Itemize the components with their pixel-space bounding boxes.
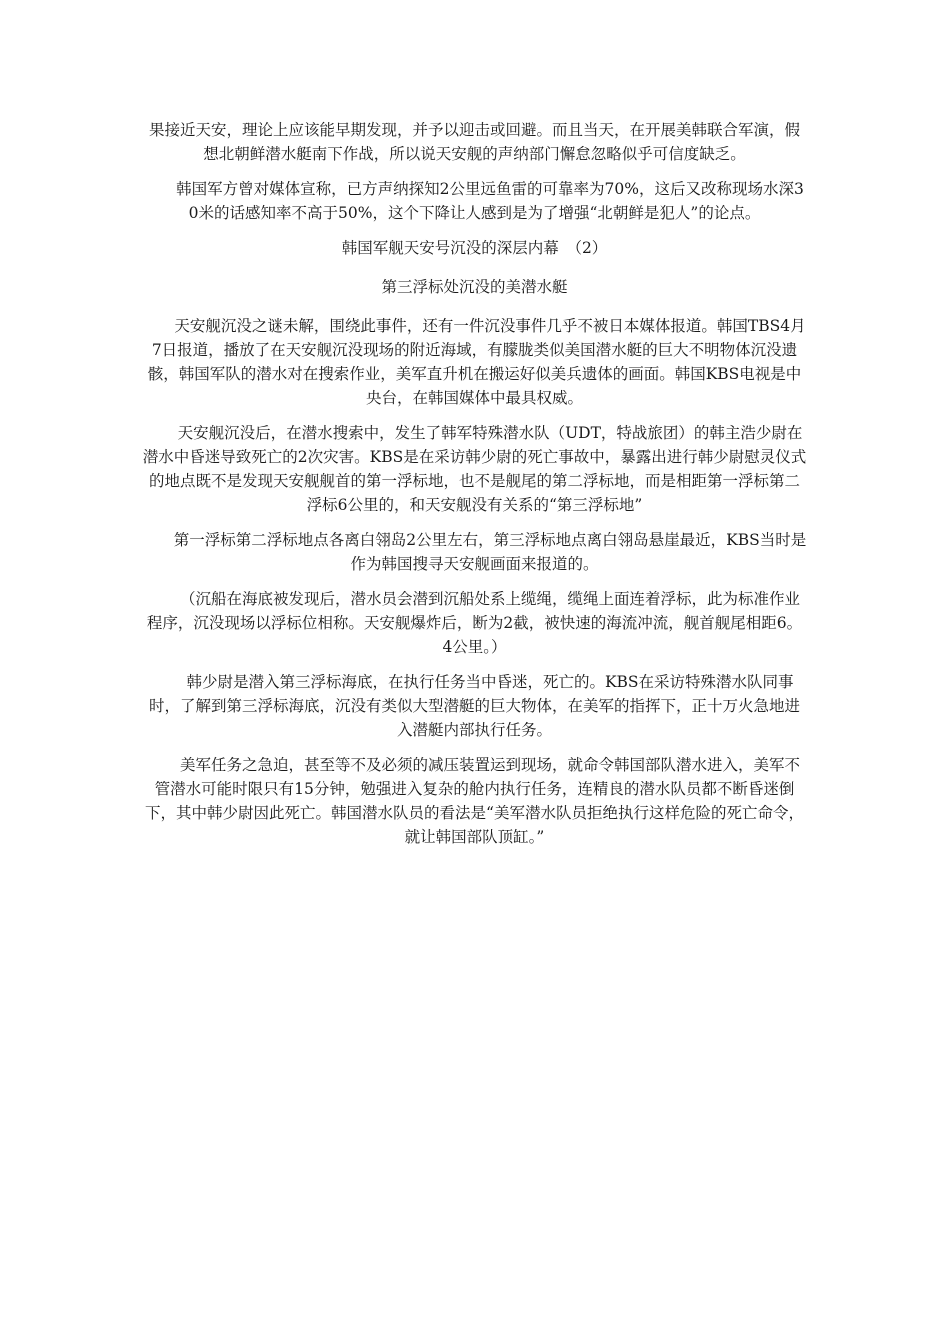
paragraph-buoy-explanation: （沉船在海底被发现后，潜水员会潜到沉船处系上缆绳，缆绳上面连着浮标，此为标准作业程序，沉没现场以浮标位相称。天安舰爆炸后，断为2截，被快速的海流冲流，舰首舰尾相距6。4公里。） <box>146 590 803 656</box>
paragraph-buoy-locations: 第一浮标第二浮标地点各离白翎岛2公里左右，第三浮标地点离白翎岛悬崖最近，KBS当时是作为韩国搜寻天安舰画面来报道的。 <box>173 531 807 573</box>
paragraph-third-buoy: 韩少尉是潜入第三浮标海底，在执行任务当中昏迷，死亡的。KBS在采访特殊潜水队同事时，了解到第三浮标海底，沉没有类似大型潜艇的巨大物体，在美军的指挥下，正十万火急地进入潜艇内部执行任务。 <box>148 673 800 739</box>
paragraph-sonar-claims: 韩国军方曾对媒体宣称，已方声纳探知2公里远鱼雷的可靠率为70%，这后又改称现场水深30米的话感知率不高于50%，这个下降让人感到是为了增强“北朝鲜是犯人”的论点。 <box>176 180 804 222</box>
section-heading: 韩国军舰天安号沉没的深层内幕 （2） <box>341 239 608 257</box>
paragraph-tbs-report: 天安舰沉没之谜未解，围绕此事件，还有一件沉没事件几乎不被日本媒体报道。韩国TBS4月7日报道，播放了在天安舰沉没现场的附近海域，有朦胧类似美国潜水艇的巨大不明物体沉没遗骸，韩国军队的潜水对在搜索作业，美军直升机在搬运好似美兵遗体的画面。韩国KBS电视是中央台，在韩国媒体中最具权威。 <box>147 317 806 407</box>
document-page <box>142 118 807 860</box>
paragraph-diver-death: 天安舰沉没后，在潜水搜索中，发生了韩军特殊潜水队（UDT，特战旅团）的韩主浩少尉在潜水中昏迷导致死亡的2次灾害。KBS是在采访韩少尉的死亡事故中，暴露出进行韩少尉慰灵仪式的地点既不是发现天安舰舰首的第一浮标地，也不是舰尾的第二浮标地，而是相距第一浮标第二浮标6公里的，和天安舰没有关系的“第三浮标地” <box>142 424 807 514</box>
paragraph-us-urgency: 美军任务之急迫，甚至等不及必须的减压装置运到现场，就命令韩国部队潜水进入，美军不管潜水可能时限只有15分钟，勉强进入复杂的舱内执行任务，连精良的潜水队员都不断昏迷倒下，其中韩少尉因此死亡。韩国潜水队员的看法是“美军潜水队员拒绝执行这样危险的死亡命令，就让韩国部队顶缸。” <box>145 756 804 846</box>
section-subheading: 第三浮标处沉没的美潜水艇 <box>381 278 568 296</box>
paragraph-continuation: 果接近天安，理论上应该能早期发现，并予以迎击或回避。而且当天，在开展美韩联合军演，假想北朝鲜潜水艇南下作战，所以说天安舰的声纳部门懈怠忽略似乎可信度缺乏。 <box>148 121 800 163</box>
